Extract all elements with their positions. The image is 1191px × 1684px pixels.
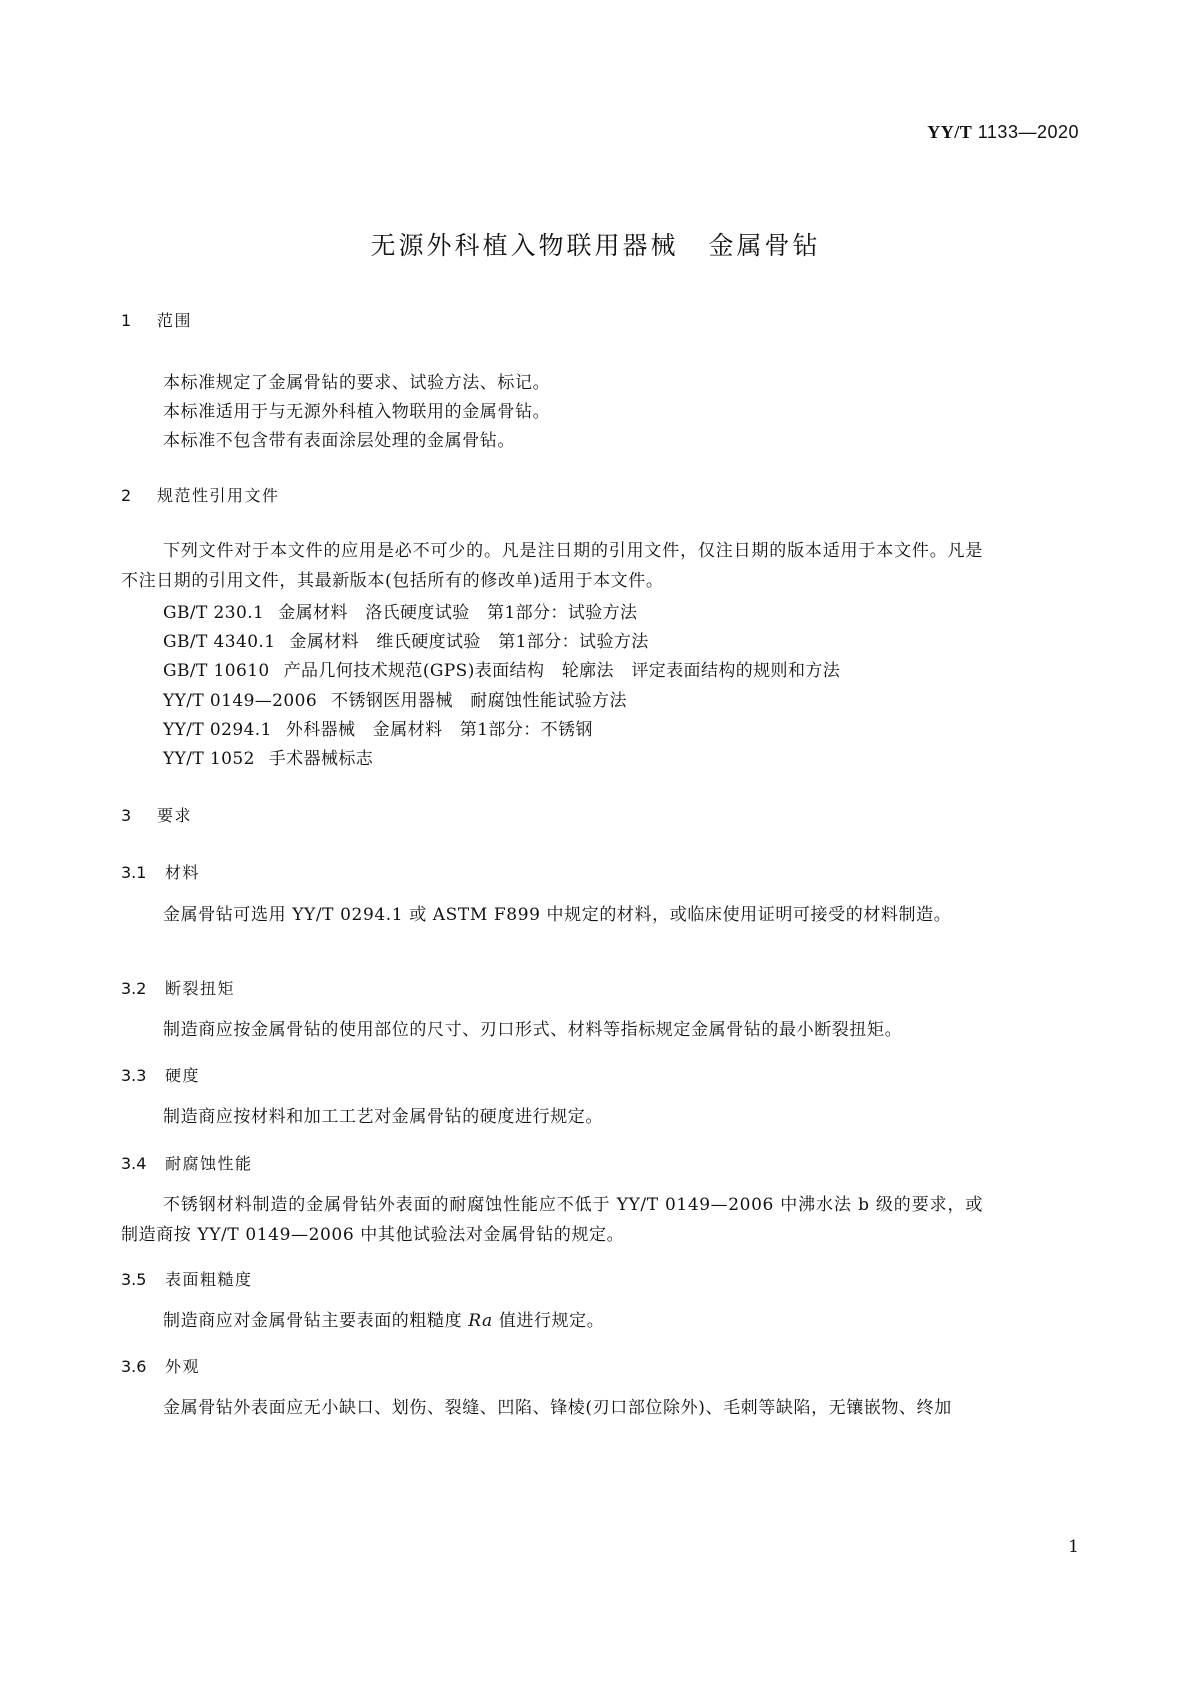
section-title: 范围 [157,311,193,330]
subsection-title: 硬度 [165,1066,201,1085]
document-title [0,226,1191,262]
reference-title: 外科器械 金属材料 第1部分：不锈钢 [285,720,593,740]
subsection-heading [121,1063,200,1086]
subsection-text: 制造商应按材料和加工工艺对金属骨钻的硬度进行规定。 [163,1107,603,1127]
standard-code-prefix: YY/T [927,122,973,142]
reference-item [163,627,649,652]
subsection-heading [121,1354,200,1377]
reference-code: GB/T 10610 [163,661,270,681]
section-number: 1 [121,311,132,330]
reference-code: GB/T 4340.1 [163,632,276,652]
section-1-paragraph: 本标准适用于与无源外科植入物联用的金属骨钻。 [163,402,551,422]
document-title-part1: 无源外科植入物联用器械 [370,231,679,260]
subsection-text: 金属骨钻可选用 YY/T 0294.1 或 ASTM F899 中规定的材料，或临床使用证明可接受的材料制造。 [163,905,952,925]
reference-item [163,744,373,769]
subsection-heading [121,1151,253,1174]
section-1-paragraph: 本标准不包含带有表面涂层处理的金属骨钻。 [163,431,515,451]
section-1-paragraph: 本标准规定了金属骨钻的要求、试验方法、标记。 [163,373,551,393]
subsection-heading [121,860,200,883]
reference-code: YY/T 1052 [163,749,255,769]
subsection-text: 制造商应按金属骨钻的使用部位的尺寸、刃口形式、材料等指标规定金属骨钻的最小断裂扭矩。 [163,1020,903,1040]
standard-code [927,122,1079,143]
subsection-heading [121,1267,253,1290]
subsection-text: 不锈钢材料制造的金属骨钻外表面的耐腐蚀性能应不低于 YY/T 0149—2006 中沸水法 b 级的要求，或制造商按 YY/T 0149—2006 中其他试验法对金属骨钻的规定。 [121,1195,983,1245]
subsection-number: 3.2 [121,979,147,998]
section-2-intro: 下列文件对于本文件的应用是必不可少的。凡是注日期的引用文件，仅注日期的版本适用于本文件。凡是不注日期的引用文件，其最新版本(包括所有的修改单)适用于本文件。 [121,541,983,591]
text-after: 值进行规定。 [492,1311,605,1331]
section-number: 3 [121,806,132,825]
reference-title: 金属材料 维氏硬度试验 第1部分：试验方法 [289,632,649,652]
section-number: 2 [121,486,132,505]
roughness-symbol: Ra [468,1311,493,1331]
standard-code-number: 1133—2020 [977,122,1079,142]
reference-item [163,686,627,711]
subsection-number: 3.4 [121,1154,147,1173]
subsection-heading [121,976,235,999]
reference-title: 不锈钢医用器械 耐腐蚀性能试验方法 [331,691,627,711]
reference-title: 手术器械标志 [268,749,374,769]
page-number: 1 [1068,1537,1079,1557]
text-before: 制造商应对金属骨钻主要表面的粗糙度 [163,1311,469,1331]
section-2-heading [121,483,280,506]
reference-title: 金属材料 洛氏硬度试验 第1部分：试验方法 [278,603,638,623]
reference-code: GB/T 230.1 [163,603,265,623]
reference-item [163,656,840,681]
subsection-title: 外观 [165,1357,201,1376]
subsection-number: 3.6 [121,1357,147,1376]
subsection-title: 材料 [165,863,201,882]
section-title: 规范性引用文件 [157,486,280,505]
subsection-title: 断裂扭矩 [165,979,236,998]
section-title: 要求 [157,806,193,825]
section-3-heading [121,803,192,826]
subsection-title: 耐腐蚀性能 [165,1154,253,1173]
reference-code: YY/T 0149—2006 [163,691,318,711]
reference-item [163,715,593,740]
subsection-title: 表面粗糙度 [165,1270,253,1289]
subsection-number: 3.5 [121,1270,147,1289]
subsection-text [121,1306,983,1336]
document-title-part2: 金属骨钻 [708,231,821,260]
section-1-heading [121,308,192,331]
reference-title: 产品几何技术规范(GPS)表面结构 轮廓法 评定表面结构的规则和方法 [283,661,841,681]
reference-item [163,598,637,623]
reference-code: YY/T 0294.1 [163,720,272,740]
subsection-number: 3.1 [121,863,147,882]
subsection-text: 金属骨钻外表面应无小缺口、划伤、裂缝、凹陷、锋棱(刃口部位除外)、毛刺等缺陷，无镶嵌物、终加 [163,1398,952,1418]
subsection-number: 3.3 [121,1066,147,1085]
